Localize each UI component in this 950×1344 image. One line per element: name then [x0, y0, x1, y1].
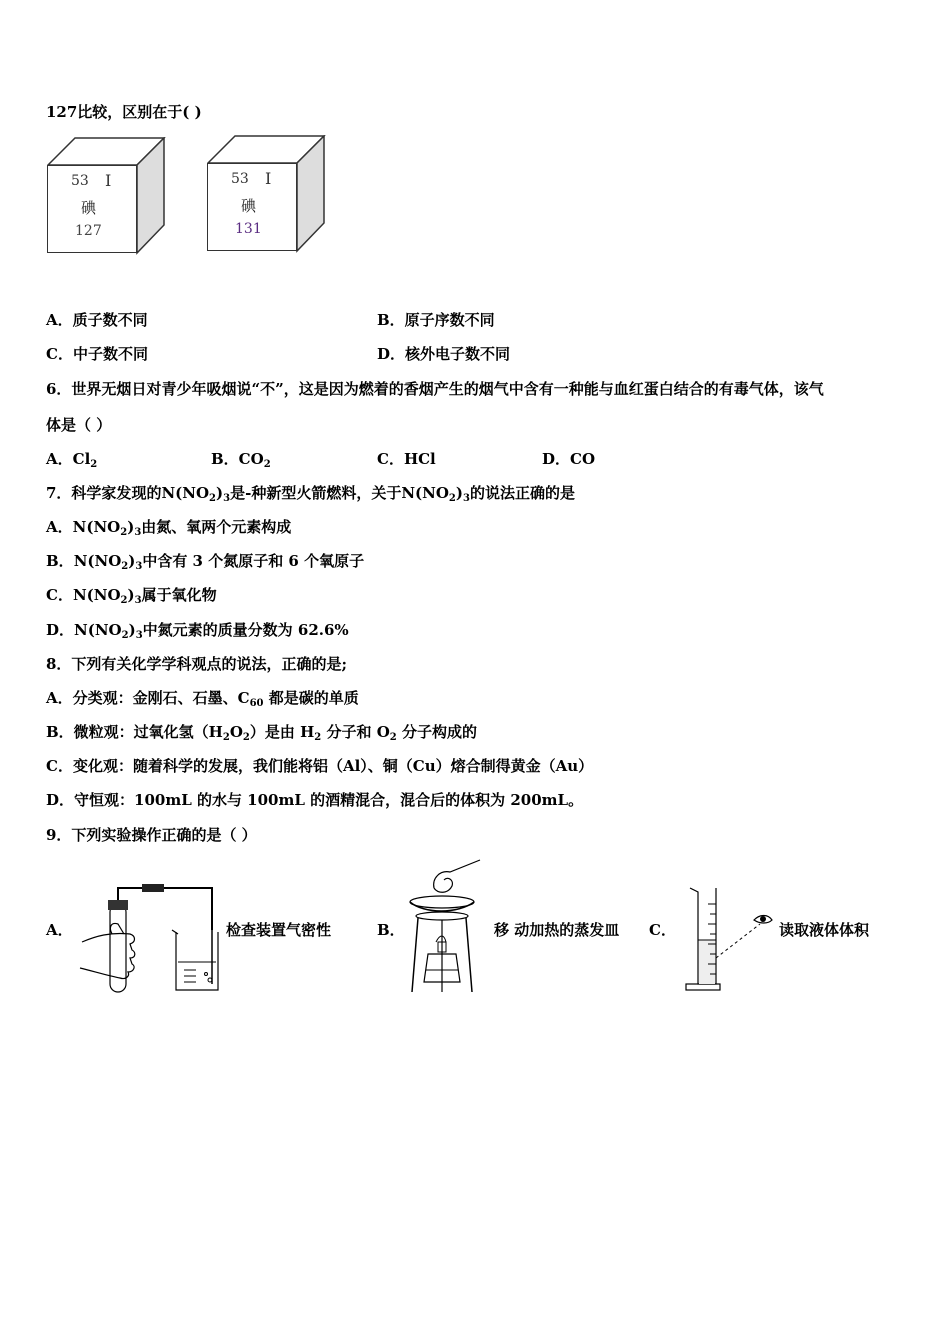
q9-option-b-caption: 移 动加热的蒸发皿	[494, 921, 620, 939]
q7-option-d: D．$N(NO_2)_3$中氮元素的质量分数为 62.6%	[46, 621, 349, 641]
element-name: 碘	[81, 199, 97, 217]
atomic-number: 53	[71, 173, 89, 189]
q6-option-d: D．CO	[542, 450, 596, 468]
q8-option-d: D．守恒观：100mL 的水与 100mL 的酒精混合，混合后的体积为 200mL。	[46, 791, 584, 809]
q9-option-c-caption: 读取液体体积	[779, 921, 870, 939]
evaporating-dish-figure	[404, 858, 484, 996]
airtightness-check-figure	[72, 880, 222, 996]
formula: $N(NO_2)_3$	[161, 484, 231, 504]
q9-option-a-caption: 检查装置气密性	[226, 921, 332, 939]
element-symbol: I	[265, 169, 272, 188]
q7-stem	[46, 483, 575, 503]
element-card-iodine-131	[207, 135, 327, 255]
element-card-iodine-127	[47, 137, 167, 257]
q8-option-b: B．微粒观：过氧化氢$(H_2O_2)$是由 $H_2$ 分子和 $O_2$ 分子构成的	[46, 723, 477, 743]
text: 7．科学家发现的	[46, 484, 162, 502]
mass-number: 127	[75, 223, 102, 239]
q6-option-c: C．HCl	[377, 450, 436, 468]
subscript: 2	[90, 459, 98, 470]
formula: $N(NO_2)_3$	[401, 484, 470, 504]
q5-option-b: B．原子序数不同	[377, 311, 495, 329]
q5-option-c: C．中子数不同	[46, 345, 148, 363]
element-name: 碘	[241, 197, 257, 215]
q7-option-a: A．$N(NO_2)_3$由氮、氧两个元素构成	[46, 518, 292, 538]
q6-stem-line2: 体是（ ）	[46, 416, 112, 434]
q9-option-a-label: A．	[46, 921, 73, 939]
atomic-number: 53	[231, 171, 249, 187]
subscript: 2	[263, 459, 271, 470]
graduated-cylinder-figure	[684, 884, 784, 996]
label: B．CO	[211, 450, 264, 468]
q8-stem: 8．下列有关化学学科观点的说法，正确的是;	[46, 655, 347, 673]
q7-option-c: C．$N(NO_2)_3$属于氧化物	[46, 586, 217, 606]
q6-option-b	[211, 449, 271, 469]
q5-stem: 127比较，区别在于( )	[46, 103, 202, 121]
q5-option-d: D．核外电子数不同	[377, 345, 511, 363]
text: 是-种新型火箭燃料，关于	[230, 484, 402, 502]
q8-option-c: C．变化观：随着科学的发展，我们能将铝（Al）、铜（Cu）熔合制得黄金（Au）	[46, 757, 594, 775]
text: 的说法正确的是	[469, 484, 575, 502]
q5-option-a: A．质子数不同	[46, 311, 148, 329]
mass-number: 131	[235, 221, 262, 237]
label: A．Cl	[46, 450, 91, 468]
element-symbol: I	[105, 171, 112, 190]
q6-option-a	[46, 449, 97, 469]
q7-option-b: B．$N(NO_2)_3$中含有 3 个氮原子和 6 个氧原子	[46, 552, 365, 572]
q9-stem: 9．下列实验操作正确的是（ ）	[46, 826, 257, 844]
q8-option-a: A．分类观：金刚石、石墨、$C_{60}$ 都是碳的单质	[46, 689, 359, 709]
q9-option-b-label: B．	[377, 921, 405, 939]
q9-option-c-label: C．	[649, 921, 676, 939]
q6-stem-line1: 6．世界无烟日对青少年吸烟说“不”，这是因为燃着的香烟产生的烟气中含有一种能与血红蛋白结合的有毒气体，该气	[46, 380, 824, 398]
